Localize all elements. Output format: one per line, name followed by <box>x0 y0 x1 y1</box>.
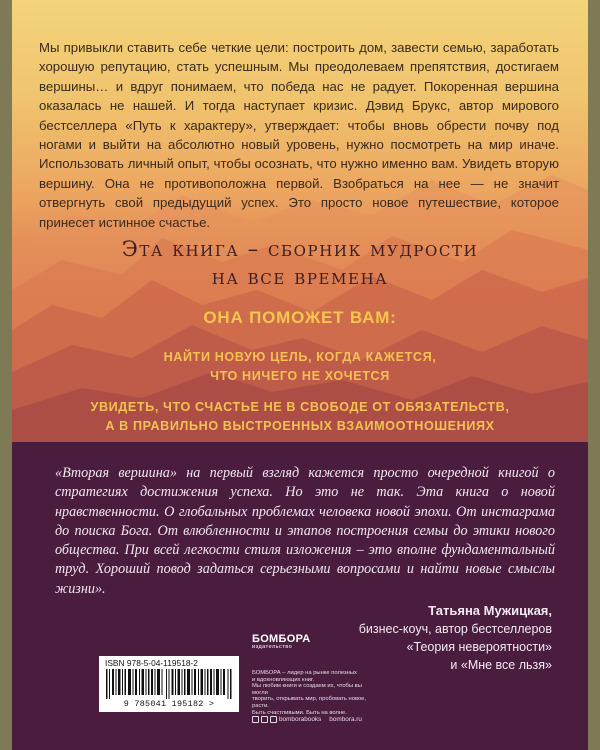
barcode <box>99 656 239 712</box>
benefit-2 <box>12 398 588 436</box>
publisher-desc-line-1: БОМБОРА – лидер на рынке полезных <box>252 670 357 676</box>
publisher-social <box>252 716 362 723</box>
intro-paragraph: Мы привыкли ставить себе четкие цели: построить дом, завести семью, заработать хорошую репутацию, стать успешным. Мы преодолеваем препятствия, достигаем вершины… и вдруг понимаем, что победа нас не радует. Покоренная вершина оказалась не нашей. И тогда наступает кризис. Дэвид Брукс, автор мирового бестселлера «Путь к характеру», утверждает: чтобы вновь обрести почву под ногами и выйти на абсолютно новый уровень, нужно посмотреть на мир иначе. Использовать личный опыт, чтобы осознать, что нужно именно вам. Увидеть вторую вершину. Она не противоположна первой. Взобраться на нее — не значит отвергнуть свой предыдущий успех. Это просто новое путешествие, которое принесет истинное счастье. <box>39 40 559 230</box>
author-name: Татьяна Мужицкая, <box>428 603 552 618</box>
headline-line-2: на все времена <box>211 265 389 289</box>
publisher-website: bombora.ru <box>329 716 362 723</box>
benefit-1-line-1: НАЙТИ НОВУЮ ЦЕЛЬ, КОГДА КАЖЕТСЯ, <box>163 350 437 364</box>
isbn-label: ISBN 978-5-04-119518-2 <box>105 658 198 668</box>
benefit-2-line-2: А В ПРАВИЛЬНО ВЫСТРОЕННЫХ ВЗАИМООТНОШЕНИЯХ <box>105 419 495 433</box>
benefit-1-line-2: ЧТО НИЧЕГО НЕ ХОЧЕТСЯ <box>210 369 390 383</box>
social-handle: bomborabooks <box>279 716 322 723</box>
cover-top-section <box>12 0 588 442</box>
benefit-1 <box>12 348 588 386</box>
publisher-description <box>252 670 377 716</box>
cover-bottom-section <box>12 442 588 750</box>
author-title-line-2: «Теория невероятности» <box>406 640 552 654</box>
barcode-number: 9 785041 195182 > <box>123 699 215 709</box>
publisher-logo-subtitle: издательство <box>252 644 293 650</box>
helps-title: ОНА ПОМОЖЕТ ВАМ: <box>203 308 397 327</box>
publisher-desc-line-2: и вдохновляющих книг. <box>252 676 315 683</box>
benefit-2-line-1: УВИДЕТЬ, ЧТО СЧАСТЬЕ НЕ В СВОБОДЕ ОТ ОБЯЗАТЕЛЬСТВ, <box>90 400 510 414</box>
review-author <box>359 602 552 674</box>
facebook-icon <box>252 716 259 723</box>
review-quote: «Вторая вершина» на первый взгляд кажется просто очередной книгой о стратегиях достижения успеха. Но это не так. Эта книга о новой нравственности. О глобальных проблемах человека новой эпохи. От инстаграма до поиска Бога. От влюбленности и этапов построения семьи до этики нового общества. При всей легкости стиля изложения – это вполне фундаментальный труд. Хороший повод задаться серьезными вопросами и найти новые смыслы жизни». <box>55 465 555 597</box>
barcode-bars <box>106 669 232 699</box>
vk-icon <box>261 716 268 723</box>
publisher-desc-line-3: Мы любим книги и создаем их, чтобы вы могли <box>252 683 362 696</box>
back-cover <box>12 0 588 750</box>
publisher-logo-text: БОМБОРА <box>252 633 311 645</box>
headline-line-1: Эта книга – сборник мудрости <box>121 237 479 261</box>
instagram-icon <box>270 716 277 723</box>
author-title-line-1: бизнес-коуч, автор бестселлеров <box>358 622 552 636</box>
author-title-line-3: и «Мне все льзя» <box>450 658 552 672</box>
publisher-desc-line-5: Быть счастливыми. Быть на волне. <box>252 709 347 716</box>
publisher-logo <box>252 633 311 650</box>
publisher-desc-line-4: творить, открывать мир, пробовать новое, расти. <box>252 696 367 709</box>
